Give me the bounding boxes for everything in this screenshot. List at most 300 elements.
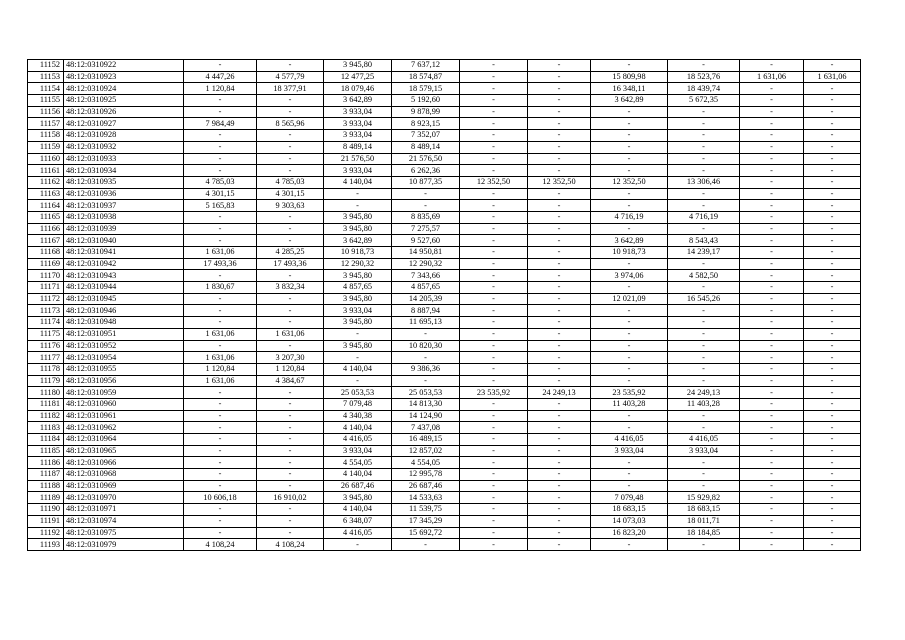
- col-12-cell: -: [804, 328, 861, 340]
- row-number-cell: 11182: [28, 410, 64, 422]
- col-10-cell: -: [668, 223, 740, 235]
- col-6-cell: 9 386,36: [392, 363, 460, 375]
- cadastral-number-cell: 48:12:0310939: [64, 223, 184, 235]
- col-10-cell: 4 716,19: [668, 211, 740, 223]
- col-4-cell: -: [257, 60, 324, 72]
- row-number-cell: 11186: [28, 457, 64, 469]
- col-4-cell: -: [257, 95, 324, 107]
- table-row: [28, 71, 861, 83]
- col-7-cell: -: [460, 539, 528, 551]
- col-7-cell: -: [460, 106, 528, 118]
- col-11-cell: -: [740, 363, 804, 375]
- col-6-cell: 14 205,39: [392, 293, 460, 305]
- col-6-cell: 21 576,50: [392, 153, 460, 165]
- col-5-cell: 3 945,80: [324, 270, 392, 282]
- col-12-cell: -: [804, 398, 861, 410]
- col-7-cell: -: [460, 422, 528, 434]
- col-12-cell: -: [804, 95, 861, 107]
- col-6-cell: 15 692,72: [392, 527, 460, 539]
- col-5-cell: 3 945,80: [324, 211, 392, 223]
- col-4-cell: -: [257, 457, 324, 469]
- col-4-cell: 4 301,15: [257, 188, 324, 200]
- col-6-cell: 7 437,08: [392, 422, 460, 434]
- table-body: [28, 60, 861, 551]
- col-5-cell: -: [324, 352, 392, 364]
- row-number-cell: 11162: [28, 176, 64, 188]
- col-12-cell: -: [804, 340, 861, 352]
- col-8-cell: -: [528, 235, 591, 247]
- col-10-cell: -: [668, 375, 740, 387]
- col-6-cell: 4 554,05: [392, 457, 460, 469]
- table-row: [28, 106, 861, 118]
- data-table: [27, 59, 861, 551]
- col-4-cell: -: [257, 223, 324, 235]
- col-3-cell: -: [184, 223, 257, 235]
- col-6-cell: 7 352,07: [392, 130, 460, 142]
- col-3-cell: -: [184, 305, 257, 317]
- table-row: [28, 469, 861, 481]
- col-6-cell: 18 579,15: [392, 83, 460, 95]
- col-3-cell: -: [184, 141, 257, 153]
- col-3-cell: 1 120,84: [184, 363, 257, 375]
- col-12-cell: -: [804, 352, 861, 364]
- col-11-cell: -: [740, 200, 804, 212]
- cadastral-number-cell: 48:12:0310955: [64, 363, 184, 375]
- table-row: [28, 282, 861, 294]
- col-10-cell: 18 523,76: [668, 71, 740, 83]
- col-9-cell: -: [591, 457, 668, 469]
- col-5-cell: 3 945,80: [324, 293, 392, 305]
- col-11-cell: -: [740, 387, 804, 399]
- row-number-cell: 11188: [28, 480, 64, 492]
- col-7-cell: -: [460, 434, 528, 446]
- col-11-cell: -: [740, 480, 804, 492]
- col-12-cell: -: [804, 539, 861, 551]
- col-12-cell: -: [804, 480, 861, 492]
- col-7-cell: -: [460, 469, 528, 481]
- col-11-cell: -: [740, 457, 804, 469]
- col-11-cell: -: [740, 106, 804, 118]
- col-8-cell: -: [528, 188, 591, 200]
- col-4-cell: -: [257, 469, 324, 481]
- col-12-cell: -: [804, 223, 861, 235]
- col-4-cell: 9 303,63: [257, 200, 324, 212]
- col-8-cell: -: [528, 247, 591, 259]
- col-4-cell: -: [257, 480, 324, 492]
- col-10-cell: -: [668, 422, 740, 434]
- col-9-cell: 11 403,28: [591, 398, 668, 410]
- col-11-cell: -: [740, 83, 804, 95]
- col-3-cell: -: [184, 398, 257, 410]
- col-5-cell: 4 140,04: [324, 422, 392, 434]
- col-11-cell: -: [740, 410, 804, 422]
- col-3-cell: 4 108,24: [184, 539, 257, 551]
- col-12-cell: -: [804, 305, 861, 317]
- row-number-cell: 11165: [28, 211, 64, 223]
- col-9-cell: -: [591, 141, 668, 153]
- col-12-cell: -: [804, 457, 861, 469]
- row-number-cell: 11166: [28, 223, 64, 235]
- col-5-cell: 21 576,50: [324, 153, 392, 165]
- col-8-cell: -: [528, 305, 591, 317]
- col-11-cell: -: [740, 153, 804, 165]
- col-4-cell: 1 631,06: [257, 328, 324, 340]
- col-12-cell: -: [804, 200, 861, 212]
- table-row: [28, 165, 861, 177]
- col-9-cell: -: [591, 328, 668, 340]
- col-5-cell: 3 945,80: [324, 60, 392, 72]
- col-12-cell: -: [804, 188, 861, 200]
- cadastral-number-cell: 48:12:0310938: [64, 211, 184, 223]
- row-number-cell: 11152: [28, 60, 64, 72]
- col-10-cell: 3 933,04: [668, 445, 740, 457]
- col-11-cell: -: [740, 235, 804, 247]
- col-5-cell: 4 140,04: [324, 469, 392, 481]
- col-4-cell: -: [257, 141, 324, 153]
- col-4-cell: -: [257, 398, 324, 410]
- row-number-cell: 11175: [28, 328, 64, 340]
- col-4-cell: 8 565,96: [257, 118, 324, 130]
- col-12-cell: -: [804, 515, 861, 527]
- row-number-cell: 11185: [28, 445, 64, 457]
- col-8-cell: 12 352,50: [528, 176, 591, 188]
- col-10-cell: -: [668, 539, 740, 551]
- col-7-cell: -: [460, 223, 528, 235]
- col-5-cell: 3 642,89: [324, 235, 392, 247]
- cadastral-number-cell: 48:12:0310941: [64, 247, 184, 259]
- col-8-cell: -: [528, 95, 591, 107]
- cadastral-number-cell: 48:12:0310933: [64, 153, 184, 165]
- col-11-cell: 1 631,06: [740, 71, 804, 83]
- col-7-cell: -: [460, 340, 528, 352]
- col-5-cell: -: [324, 200, 392, 212]
- cadastral-number-cell: 48:12:0310937: [64, 200, 184, 212]
- col-5-cell: 4 140,04: [324, 363, 392, 375]
- table-row: [28, 398, 861, 410]
- col-12-cell: -: [804, 469, 861, 481]
- table-row: [28, 235, 861, 247]
- table-row: [28, 176, 861, 188]
- table-row: [28, 211, 861, 223]
- col-6-cell: 11 695,13: [392, 317, 460, 329]
- col-5-cell: 3 933,04: [324, 118, 392, 130]
- col-12-cell: -: [804, 492, 861, 504]
- col-3-cell: -: [184, 469, 257, 481]
- col-7-cell: -: [460, 83, 528, 95]
- col-6-cell: -: [392, 352, 460, 364]
- table-row: [28, 457, 861, 469]
- row-number-cell: 11167: [28, 235, 64, 247]
- col-7-cell: -: [460, 352, 528, 364]
- col-3-cell: -: [184, 270, 257, 282]
- col-10-cell: 8 543,43: [668, 235, 740, 247]
- col-3-cell: -: [184, 445, 257, 457]
- col-9-cell: 14 073,03: [591, 515, 668, 527]
- col-8-cell: -: [528, 527, 591, 539]
- col-5-cell: 7 079,48: [324, 398, 392, 410]
- row-number-cell: 11161: [28, 165, 64, 177]
- table-row: [28, 410, 861, 422]
- row-number-cell: 11180: [28, 387, 64, 399]
- col-6-cell: 6 262,36: [392, 165, 460, 177]
- table-row: [28, 352, 861, 364]
- col-10-cell: -: [668, 130, 740, 142]
- col-9-cell: -: [591, 305, 668, 317]
- cadastral-number-cell: 48:12:0310959: [64, 387, 184, 399]
- col-9-cell: 3 933,04: [591, 445, 668, 457]
- row-number-cell: 11172: [28, 293, 64, 305]
- row-number-cell: 11158: [28, 130, 64, 142]
- col-6-cell: 14 950,81: [392, 247, 460, 259]
- col-8-cell: -: [528, 469, 591, 481]
- col-11-cell: -: [740, 305, 804, 317]
- col-7-cell: -: [460, 445, 528, 457]
- col-8-cell: -: [528, 445, 591, 457]
- cadastral-number-cell: 48:12:0310979: [64, 539, 184, 551]
- col-9-cell: -: [591, 375, 668, 387]
- col-12-cell: -: [804, 410, 861, 422]
- col-10-cell: 14 239,17: [668, 247, 740, 259]
- cadastral-number-cell: 48:12:0310946: [64, 305, 184, 317]
- col-7-cell: -: [460, 200, 528, 212]
- col-3-cell: -: [184, 106, 257, 118]
- col-8-cell: -: [528, 375, 591, 387]
- col-6-cell: 12 857,02: [392, 445, 460, 457]
- col-5-cell: 8 489,14: [324, 141, 392, 153]
- col-9-cell: 4 716,19: [591, 211, 668, 223]
- col-9-cell: 16 348,11: [591, 83, 668, 95]
- col-3-cell: -: [184, 293, 257, 305]
- col-12-cell: -: [804, 387, 861, 399]
- col-4-cell: 17 493,36: [257, 258, 324, 270]
- col-11-cell: -: [740, 211, 804, 223]
- col-8-cell: -: [528, 200, 591, 212]
- col-9-cell: 7 079,48: [591, 492, 668, 504]
- col-3-cell: 4 301,15: [184, 188, 257, 200]
- table-row: [28, 130, 861, 142]
- table-row: [28, 60, 861, 72]
- col-11-cell: -: [740, 60, 804, 72]
- col-3-cell: -: [184, 527, 257, 539]
- col-4-cell: 3 207,30: [257, 352, 324, 364]
- cadastral-number-cell: 48:12:0310926: [64, 106, 184, 118]
- cadastral-number-cell: 48:12:0310945: [64, 293, 184, 305]
- cadastral-number-cell: 48:12:0310924: [64, 83, 184, 95]
- table-row: [28, 188, 861, 200]
- col-10-cell: -: [668, 258, 740, 270]
- row-number-cell: 11193: [28, 539, 64, 551]
- col-12-cell: -: [804, 211, 861, 223]
- row-number-cell: 11168: [28, 247, 64, 259]
- col-9-cell: -: [591, 469, 668, 481]
- cadastral-number-cell: 48:12:0310934: [64, 165, 184, 177]
- col-11-cell: -: [740, 352, 804, 364]
- col-6-cell: 12 995,78: [392, 469, 460, 481]
- col-9-cell: 12 021,09: [591, 293, 668, 305]
- row-number-cell: 11155: [28, 95, 64, 107]
- col-8-cell: -: [528, 282, 591, 294]
- table-row: [28, 305, 861, 317]
- col-10-cell: -: [668, 106, 740, 118]
- col-8-cell: -: [528, 398, 591, 410]
- col-8-cell: -: [528, 270, 591, 282]
- col-7-cell: -: [460, 71, 528, 83]
- col-4-cell: 1 120,84: [257, 363, 324, 375]
- cadastral-number-cell: 48:12:0310960: [64, 398, 184, 410]
- cadastral-number-cell: 48:12:0310932: [64, 141, 184, 153]
- row-number-cell: 11173: [28, 305, 64, 317]
- col-11-cell: -: [740, 95, 804, 107]
- col-5-cell: 3 945,80: [324, 340, 392, 352]
- col-5-cell: 3 642,89: [324, 95, 392, 107]
- col-5-cell: 18 079,46: [324, 83, 392, 95]
- col-8-cell: -: [528, 422, 591, 434]
- col-6-cell: -: [392, 375, 460, 387]
- col-12-cell: -: [804, 293, 861, 305]
- table-row: [28, 527, 861, 539]
- col-5-cell: -: [324, 328, 392, 340]
- cadastral-number-cell: 48:12:0310971: [64, 504, 184, 516]
- col-6-cell: 4 857,65: [392, 282, 460, 294]
- table-row: [28, 270, 861, 282]
- col-3-cell: -: [184, 95, 257, 107]
- table-row: [28, 445, 861, 457]
- col-5-cell: 3 933,04: [324, 165, 392, 177]
- col-5-cell: 26 687,46: [324, 480, 392, 492]
- col-12-cell: -: [804, 317, 861, 329]
- cadastral-number-cell: 48:12:0310962: [64, 422, 184, 434]
- col-12-cell: -: [804, 106, 861, 118]
- col-4-cell: 4 384,67: [257, 375, 324, 387]
- cadastral-number-cell: 48:12:0310969: [64, 480, 184, 492]
- col-9-cell: -: [591, 539, 668, 551]
- col-8-cell: -: [528, 352, 591, 364]
- col-5-cell: 3 933,04: [324, 305, 392, 317]
- col-7-cell: -: [460, 118, 528, 130]
- table-row: [28, 317, 861, 329]
- table-row: [28, 258, 861, 270]
- col-11-cell: -: [740, 492, 804, 504]
- col-4-cell: 18 377,91: [257, 83, 324, 95]
- col-9-cell: 3 642,89: [591, 235, 668, 247]
- col-4-cell: -: [257, 130, 324, 142]
- col-12-cell: -: [804, 60, 861, 72]
- col-8-cell: -: [528, 293, 591, 305]
- col-12-cell: 1 631,06: [804, 71, 861, 83]
- cadastral-number-cell: 48:12:0310935: [64, 176, 184, 188]
- table-row: [28, 200, 861, 212]
- col-3-cell: -: [184, 130, 257, 142]
- col-3-cell: -: [184, 340, 257, 352]
- table-row: [28, 247, 861, 259]
- row-number-cell: 11187: [28, 469, 64, 481]
- col-9-cell: -: [591, 223, 668, 235]
- col-9-cell: -: [591, 118, 668, 130]
- col-4-cell: -: [257, 106, 324, 118]
- col-9-cell: -: [591, 188, 668, 200]
- col-4-cell: -: [257, 235, 324, 247]
- table-row: [28, 141, 861, 153]
- col-10-cell: -: [668, 317, 740, 329]
- cadastral-number-cell: 48:12:0310927: [64, 118, 184, 130]
- col-9-cell: -: [591, 153, 668, 165]
- table-row: [28, 480, 861, 492]
- col-9-cell: -: [591, 317, 668, 329]
- col-12-cell: -: [804, 165, 861, 177]
- col-11-cell: -: [740, 515, 804, 527]
- col-3-cell: 1 631,06: [184, 375, 257, 387]
- col-4-cell: -: [257, 504, 324, 516]
- col-9-cell: -: [591, 410, 668, 422]
- table-row: [28, 153, 861, 165]
- col-10-cell: 16 545,26: [668, 293, 740, 305]
- col-3-cell: 7 984,49: [184, 118, 257, 130]
- col-3-cell: -: [184, 60, 257, 72]
- table-row: [28, 293, 861, 305]
- col-7-cell: -: [460, 527, 528, 539]
- col-3-cell: 1 631,06: [184, 352, 257, 364]
- col-5-cell: 25 053,53: [324, 387, 392, 399]
- col-4-cell: -: [257, 445, 324, 457]
- col-4-cell: -: [257, 527, 324, 539]
- col-5-cell: -: [324, 375, 392, 387]
- col-8-cell: -: [528, 515, 591, 527]
- cadastral-number-cell: 48:12:0310954: [64, 352, 184, 364]
- cadastral-number-cell: 48:12:0310975: [64, 527, 184, 539]
- col-7-cell: -: [460, 305, 528, 317]
- col-6-cell: 25 053,53: [392, 387, 460, 399]
- col-8-cell: -: [528, 223, 591, 235]
- col-7-cell: -: [460, 504, 528, 516]
- col-3-cell: 1 631,06: [184, 247, 257, 259]
- col-5-cell: 3 933,04: [324, 445, 392, 457]
- table-row: [28, 422, 861, 434]
- col-11-cell: -: [740, 282, 804, 294]
- col-3-cell: 10 606,18: [184, 492, 257, 504]
- col-10-cell: 18 011,71: [668, 515, 740, 527]
- row-number-cell: 11177: [28, 352, 64, 364]
- col-6-cell: 9 527,60: [392, 235, 460, 247]
- col-10-cell: -: [668, 480, 740, 492]
- col-10-cell: 18 439,74: [668, 83, 740, 95]
- col-6-cell: -: [392, 328, 460, 340]
- col-6-cell: 14 813,30: [392, 398, 460, 410]
- col-5-cell: 3 945,80: [324, 317, 392, 329]
- col-10-cell: -: [668, 165, 740, 177]
- row-number-cell: 11184: [28, 434, 64, 446]
- col-7-cell: -: [460, 293, 528, 305]
- cadastral-number-cell: 48:12:0310944: [64, 282, 184, 294]
- col-6-cell: 7 275,57: [392, 223, 460, 235]
- col-12-cell: -: [804, 258, 861, 270]
- col-10-cell: -: [668, 457, 740, 469]
- col-11-cell: -: [740, 247, 804, 259]
- col-4-cell: -: [257, 270, 324, 282]
- col-10-cell: 5 672,35: [668, 95, 740, 107]
- table-row: [28, 539, 861, 551]
- col-8-cell: -: [528, 340, 591, 352]
- col-5-cell: 12 290,32: [324, 258, 392, 270]
- col-3-cell: -: [184, 387, 257, 399]
- row-number-cell: 11170: [28, 270, 64, 282]
- col-5-cell: 4 416,05: [324, 434, 392, 446]
- col-9-cell: 12 352,50: [591, 176, 668, 188]
- col-5-cell: 3 933,04: [324, 130, 392, 142]
- col-12-cell: -: [804, 235, 861, 247]
- col-4-cell: 4 785,03: [257, 176, 324, 188]
- cadastral-number-cell: 48:12:0310966: [64, 457, 184, 469]
- col-10-cell: -: [668, 410, 740, 422]
